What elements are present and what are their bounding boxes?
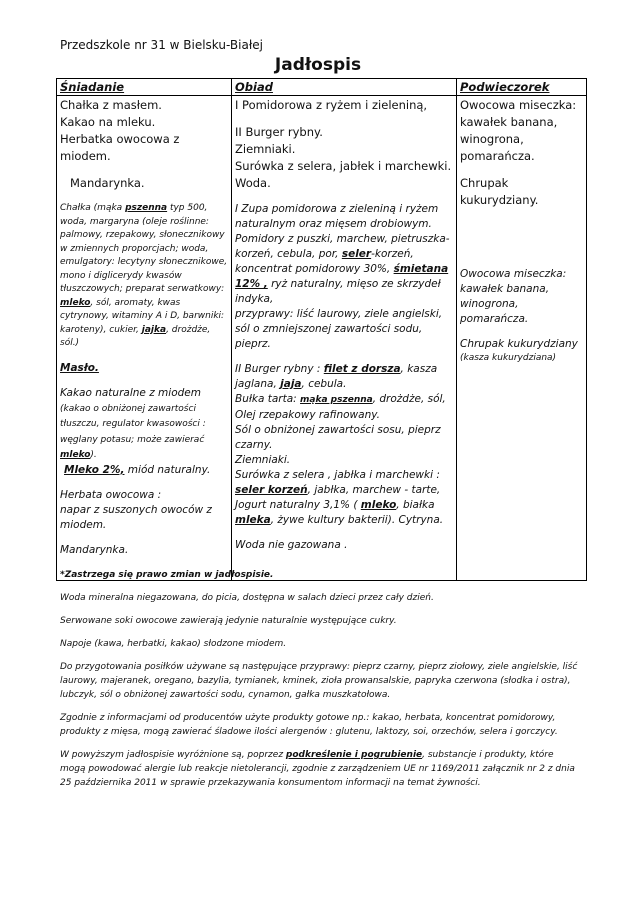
note-reserve: *Zastrzega się prawo zmian w jadłospisie. xyxy=(60,570,274,580)
snack-detail: pomarańcza. xyxy=(460,313,529,325)
menu-table xyxy=(56,78,587,581)
lunch-item: Woda. xyxy=(235,176,271,190)
snack-detail: Owocowa miseczka: xyxy=(460,268,567,280)
salad-title: Surówka z selera , jabłka i marchewki : xyxy=(235,469,440,481)
note-producers: Zgodnie z informacjami od producentów użyte produkty gotowe np.: kakao, herbata, koncentrat pomidorowy, produkty z mięsa, mogą zawierać śladowe ilości alergenów : glutenu, laktozy, soi, orzechów, selera i gorczycy. xyxy=(60,713,558,737)
breakfast-item: Kakao na mleku. xyxy=(60,115,156,129)
cocoa-ingredients: Kakao naturalne z miodem (kakao o obniżonej zawartości tłuszczu, regulator kwasowości : węglany potasu; może zawierać mleko). xyxy=(60,386,206,460)
allergen: pszenna xyxy=(125,203,168,213)
snack-detail-crisp: Chrupak kukurydziany xyxy=(460,338,578,350)
potatoes-line: Ziemniaki. xyxy=(235,454,291,466)
breadcrumbs-ingredients: Bułka tarta: mąka pszenna, drożdże, sól, xyxy=(235,393,446,405)
allergen-emphasis: podkreślenie i pogrubienie xyxy=(285,750,423,760)
breakfast-item: Chałka z masłem. xyxy=(60,98,162,112)
menu-header-row xyxy=(57,79,587,96)
salt-line: Sól o obniżonej zawartości sosu, pieprz czarny. xyxy=(235,424,441,451)
snack-item: Owocowa miseczka: xyxy=(460,98,577,112)
allergen: mleko xyxy=(60,297,91,308)
allergen: mleka xyxy=(235,514,271,526)
snack-detail: kawałek banana, xyxy=(460,283,550,295)
note-water: Woda mineralna niegazowana, do picia, dostępna w salach dzieci przez cały dzień. xyxy=(60,593,434,603)
soup-ingredients: Pomidory z puszki, marchew, pietruszka-korzeń, cebula, por, seler-korzeń, koncentrat pomidorowy 30%, śmietana 12% , ryż naturalny, mięso ze skrzydeł indyka, xyxy=(235,233,450,305)
snack-item: kawałek banana, xyxy=(460,115,558,129)
water-line: Woda nie gazowana . xyxy=(235,539,348,551)
lunch-item: II Burger rybny. xyxy=(235,125,323,139)
soup-title: I Zupa pomidorowa z zieleniną i ryżem naturalnym oraz mięsem drobiowym. xyxy=(235,203,439,230)
allergen: Mleko 2%, xyxy=(64,463,125,476)
column-header-lunch: Obiad xyxy=(232,79,457,96)
yogurt-ingredients: Jogurt naturalny 3,1% ( mleko, białka mleka, żywe kultury bakterii). Cytryna. xyxy=(235,499,444,526)
allergen-butter: Masło. xyxy=(60,361,99,374)
lunch-item: Surówka z selera, jabłek i marchewki. xyxy=(235,159,452,173)
mandarin-line: Mandarynka. xyxy=(60,543,129,556)
allergen: jaja xyxy=(280,378,302,390)
burger-ingredients: II Burger rybny : filet z dorsza, kasza jaglana, jaja, cebula. xyxy=(235,363,438,390)
page-title: Jadłospis xyxy=(274,55,362,75)
salad-ingredients: seler korzeń, jabłka, marchew - tarte, xyxy=(235,484,441,496)
snack-item: pomarańcza. xyxy=(460,149,535,163)
lunch-cell xyxy=(232,96,457,581)
oil-line: Olej rzepakowy rafinowany. xyxy=(235,409,380,421)
school-name: Przedszkole nr 31 w Bielsku-Białej xyxy=(60,38,263,52)
allergen: mąka pszenna xyxy=(300,395,373,405)
snack-detail: winogrona, xyxy=(460,298,519,310)
allergen: jajka xyxy=(141,324,167,335)
lunch-item: I Pomidorowa z ryżem i zieleniną, xyxy=(235,98,428,112)
allergen: śmietana 12% , xyxy=(235,263,449,290)
menu-row xyxy=(57,96,587,581)
breakfast-cell xyxy=(57,96,232,581)
column-header-breakfast: Śniadanie xyxy=(57,79,232,96)
lunch-item: Ziemniaki. xyxy=(235,142,296,156)
note-drinks: Napoje (kawa, herbatki, kakao) słodzone miodem. xyxy=(60,639,287,649)
breakfast-item: Mandarynka. xyxy=(70,176,145,190)
allergen: seler korzeń xyxy=(235,484,308,496)
soup-spices: przyprawy: liść laurowy, ziele angielski, sól o zmniejszonej zawartości sodu, pieprz. xyxy=(235,308,443,350)
snack-item: winogrona, xyxy=(460,132,524,146)
snack-cell xyxy=(457,96,587,581)
allergen: seler xyxy=(341,248,372,260)
note-juices: Serwowane soki owocowe zawierają jedynie naturalnie występujące cukry. xyxy=(60,616,397,626)
breakfast-item: Herbatka owocowa z miodem. xyxy=(60,132,180,163)
allergen: filet z dorsza xyxy=(323,363,401,375)
milk-line: Mleko 2%, miód naturalny. xyxy=(64,463,211,476)
tea-title: Herbata owocowa : xyxy=(60,488,162,501)
snack-detail-crisp-sub: (kasza kukurydziana) xyxy=(460,353,557,363)
notes-section xyxy=(60,568,580,799)
column-header-snack: Podwieczorek xyxy=(457,79,587,96)
tea-desc: napar z suszonych owoców z miodem. xyxy=(60,503,212,531)
note-allergens: W powyższym jadłospisie wyróżnione są, poprzez podkreślenie i pogrubienie, substancje i produkty, które mogą powodować alergie lub reakcje nietolerancji, zgodnie z zarządzeniem UE nr 1169/2011 załącznik nr 2 z dnia 25 października 2011 w sprawie przekazywania konsumentom informacji na temat żywności. xyxy=(60,750,575,788)
allergen: mleko xyxy=(360,499,397,511)
snack-crisp: Chrupak kukurydziany. xyxy=(460,176,539,207)
note-spices: Do przygotowania posiłków używane są następujące przyprawy: pieprz czarny, pieprz ziołowy, ziele angielskie, liść laurowy, majeranek, oregano, bazylia, tymianek, kminek, zioła prowansalskie, papryka czerwona (słodka i ostra), lubczyk, sól o obniżonej zawartości sodu, cynamon, gałka muszkatołowa. xyxy=(60,662,578,700)
allergen: mleko xyxy=(60,450,91,460)
challah-ingredients: Chałka (mąka pszenna typ 500, woda, margaryna (oleje roślinne: palmowy, rzepakowy, słonecznikowy w zmiennych proporcjach; woda, emulgatory: lecytyny słonecznikowe, mono i diglicerydy kwasów tłuszczowych; preparat serwatkowy: mleko, sól, aromaty, kwas cytrynowy, witaminy A i D, barwniki: karoteny), cukier, jajka, drożdże, sól.) xyxy=(60,203,228,348)
